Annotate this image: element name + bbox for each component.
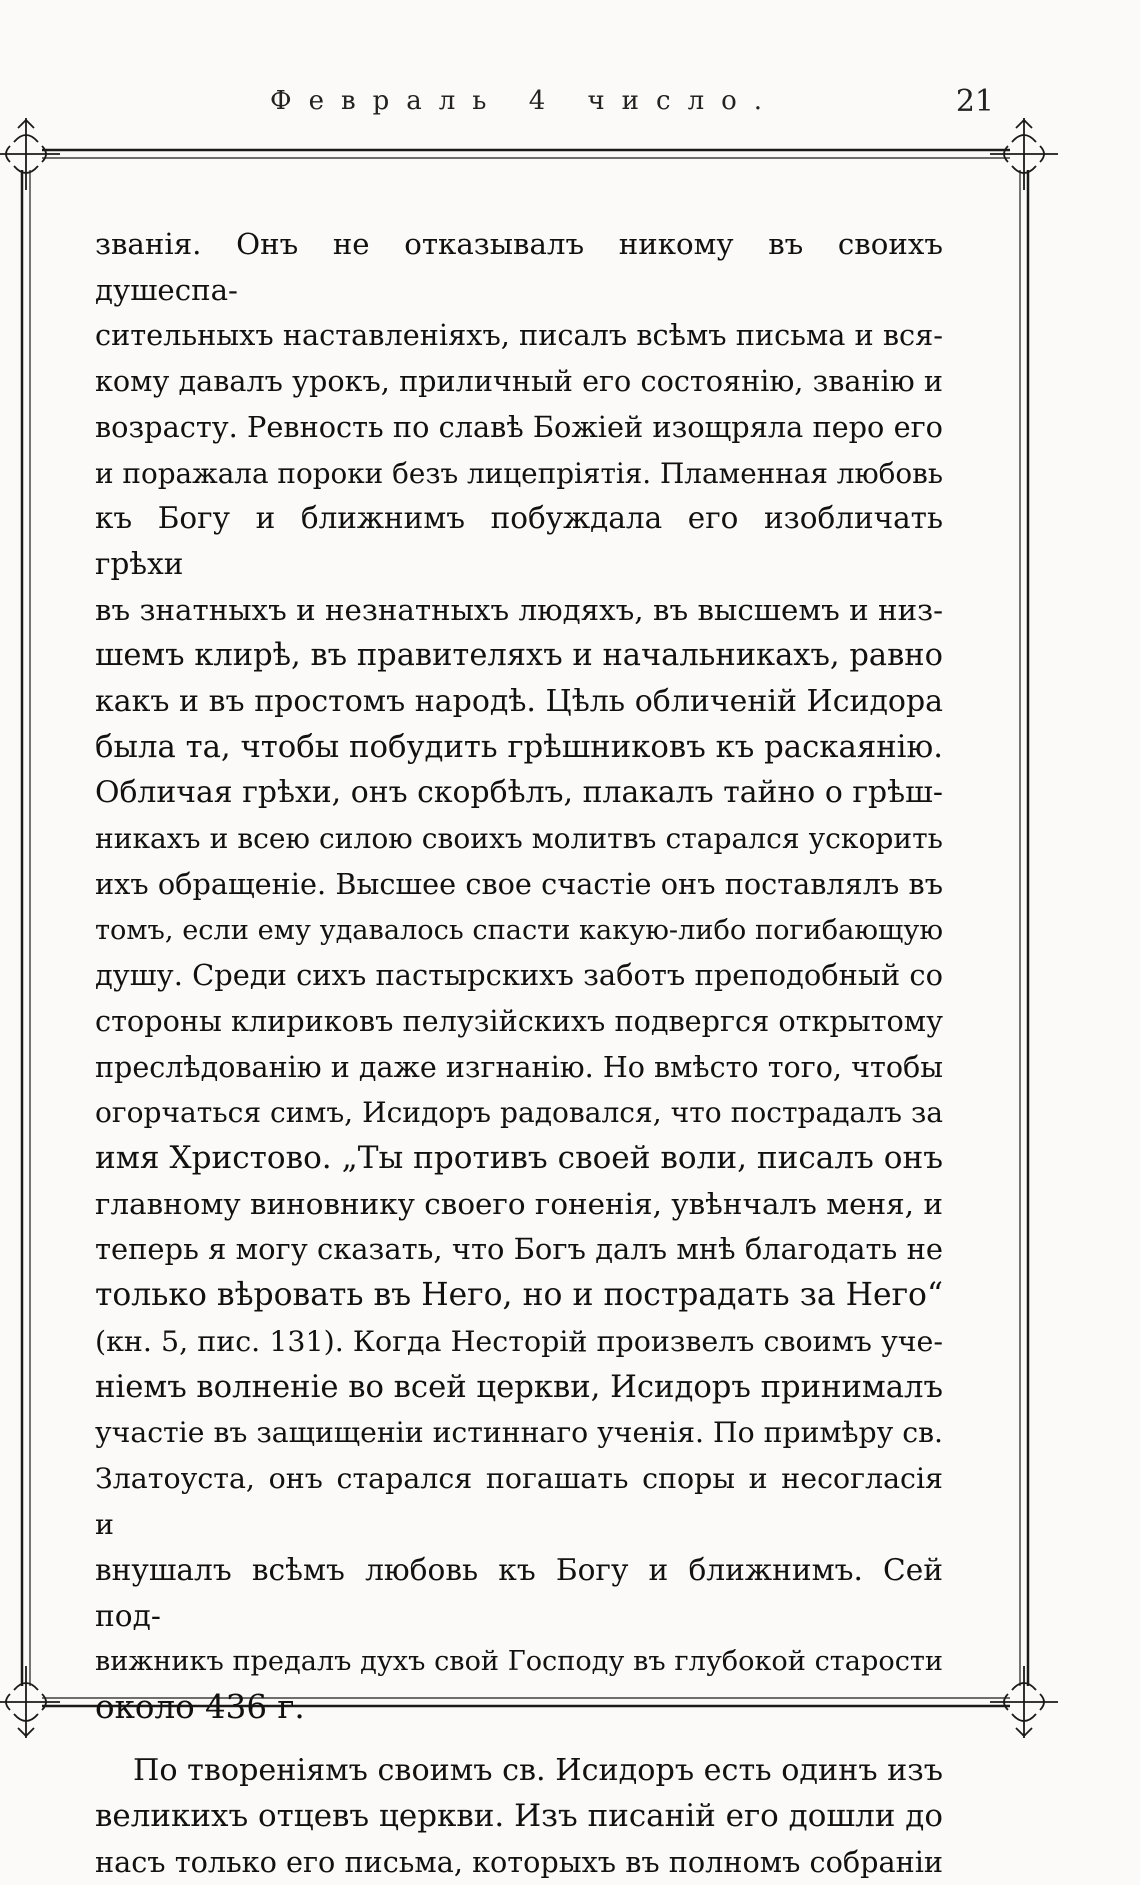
text-line: По твореніямъ своимъ св. Исидоръ есть одинъ изъ — [133, 1753, 944, 1789]
text-line: въ знатныхъ и незнатныхъ людяхъ, въ высшемъ и низ- — [95, 592, 943, 627]
text-line: къ Богу и ближнимъ побуждала его изобличать грѣхи — [95, 501, 943, 581]
text-line: огорчаться симъ, Исидоръ радовался, что пострадалъ за — [95, 1096, 943, 1130]
text-line: томъ, если ему удавалось спасти какую-либо погибающую — [95, 914, 943, 946]
paragraph-2 — [95, 1748, 943, 1885]
text-line: великихъ отцевъ церкви. Изъ писаній его дошли до — [95, 1797, 943, 1834]
text-line: вижникъ предалъ духъ свой Господу въ глубокой старости — [95, 1645, 943, 1677]
text-line: имя Христово. „Ты противъ своей воли, писалъ онъ — [95, 1140, 943, 1177]
text-line: около 436 г. — [95, 1687, 305, 1726]
text-line: шемъ клирѣ, въ правителяхъ и начальникахъ, равно — [95, 638, 943, 674]
text-line: ихъ обращеніе. Высшее свое счастіе онъ поставлялъ въ — [95, 866, 943, 901]
text-line: преслѣдованію и даже изгнанію. Но вмѣсто того, чтобы — [95, 1049, 943, 1084]
text-line: была та, чтобы побудить грѣшниковъ къ раскаянію. — [95, 728, 943, 765]
text-line: какъ и въ простомъ народѣ. Цѣль обличеній Исидора — [95, 684, 943, 720]
text-line: насъ только его письма, которыхъ въ полномъ собраніи — [95, 1844, 943, 1879]
text-line: теперь я могу сказать, что Богъ далъ мнѣ благодать не — [95, 1232, 943, 1267]
text-line: Златоуста, онъ старался погашать споры и несогласія и — [95, 1461, 943, 1541]
corner-ornament-bottom-right — [990, 1666, 1058, 1738]
text-line: душу. Среди сихъ пастырскихъ заботъ преподобный со — [95, 958, 943, 993]
text-line: стороны клириковъ пелузійскихъ подвергся открытому — [95, 1003, 943, 1038]
text-line: возрасту. Ревность по славѣ Божіей изощряла перо его — [95, 409, 943, 444]
text-line: только вѣровать въ Него, но и пострадать за Него“ — [95, 1277, 943, 1314]
text-line: (кн. 5, пис. 131). Когда Несторій произвелъ своимъ уче- — [95, 1324, 943, 1358]
text-line: внушалъ всѣмъ любовь къ Богу и ближнимъ. Сей под- — [95, 1552, 943, 1634]
text-line: званія. Онъ не отказывалъ никому въ своихъ душеспа- — [95, 227, 943, 307]
corner-ornament-top-right — [990, 118, 1058, 190]
text-line: главному виновнику своего гоненія, увѣнчалъ меня, и — [95, 1186, 943, 1221]
paragraph-1 — [95, 222, 943, 1730]
running-title: Февраль 4 число. — [270, 86, 780, 116]
text-line: и поражала пороки безъ лицепріятія. Пламенная любовь — [95, 456, 943, 490]
text-line: участіе въ защищеніи истиннаго ученія. По примѣру св. — [95, 1416, 943, 1450]
page-body — [95, 222, 943, 1885]
text-line: кому давалъ урокъ, приличный его состоянію, званію и — [95, 364, 943, 399]
text-line: сительныхъ наставленіяхъ, писалъ всѣмъ письма и вся- — [95, 318, 943, 353]
text-line: никахъ и всею силою своихъ молитвъ старался ускорить — [95, 822, 943, 856]
page-number: 21 — [955, 84, 994, 119]
text-line: ніемъ волненіе во всей церкви, Исидоръ принималъ — [95, 1369, 943, 1405]
text-line: Обличая грѣхи, онъ скорбѣлъ, плакалъ тайно о грѣш- — [95, 775, 943, 811]
